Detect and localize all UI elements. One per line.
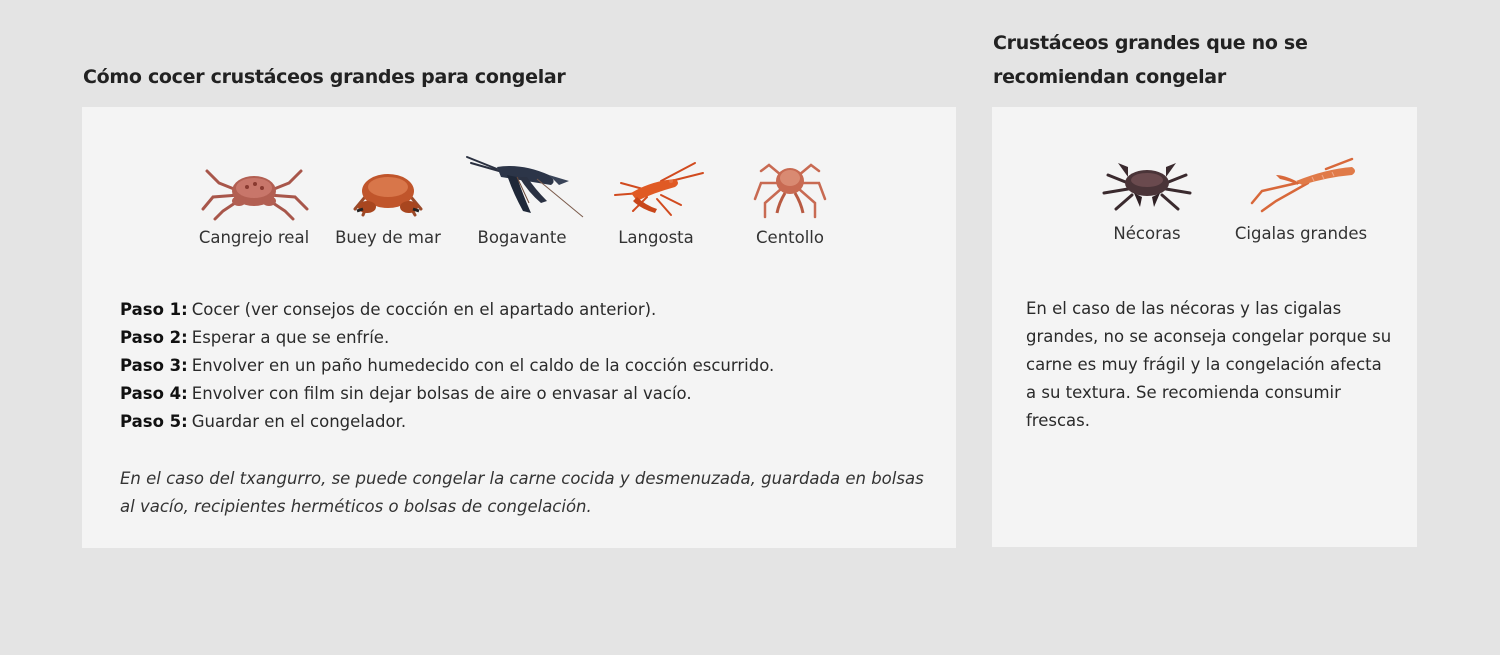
step-text: Esperar a que se enfríe.	[191, 328, 390, 347]
brown-crab-icon	[323, 153, 453, 223]
species-item-langosta	[587, 153, 725, 247]
txangurro-note: En el caso del txangurro, se puede congelar la carne cocida y desmenuzada, guardada en bolsas al vacío, recipientes herméticos o bolsas de congelación.	[120, 469, 924, 516]
species-item-necoras	[1070, 151, 1224, 243]
species-label: Langosta	[618, 228, 694, 247]
species-item-cigalas-grandes	[1224, 151, 1378, 243]
spider-crab-icon	[725, 153, 855, 223]
step-label: Paso 4:	[120, 384, 188, 403]
step-text: Cocer (ver consejos de cocción en el apartado anterior).	[191, 300, 657, 319]
species-row	[185, 153, 859, 247]
section-title-cook-freeze: Cómo cocer crustáceos grandes para congelar	[83, 66, 566, 88]
section-title-not-freeze: Crustáceos grandes que no se recomiendan congelar	[993, 32, 1308, 88]
lobster-icon	[457, 153, 587, 223]
cook-freeze-panel	[82, 107, 956, 548]
species-label: Cigalas grandes	[1234, 224, 1368, 243]
langoustine-icon	[1236, 151, 1366, 221]
step-text: Envolver con film sin dejar bolsas de aire o envasar al vacío.	[191, 384, 692, 403]
not-freeze-explanation: En el caso de las nécoras y las cigalas grandes, no se aconseja congelar porque su carne es muy frágil y la congelación afecta a su textura. Se recomienda consumir frescas.	[1026, 299, 1392, 430]
step-text: Guardar en el congelador.	[191, 412, 407, 431]
species-item-buey-de-mar	[319, 153, 457, 247]
step-4	[120, 380, 940, 408]
velvet-crab-icon	[1082, 151, 1212, 221]
step-label: Paso 3:	[120, 356, 188, 375]
species-label: Centollo	[756, 228, 824, 247]
steps-list	[120, 296, 940, 436]
step-label: Paso 2:	[120, 328, 188, 347]
not-freeze-panel	[992, 107, 1417, 547]
species-item-cangrejo-real	[185, 153, 323, 247]
step-2	[120, 324, 940, 352]
species-item-centollo	[721, 153, 859, 247]
step-3	[120, 352, 940, 380]
step-text: Envolver en un paño humedecido con el caldo de la cocción escurrido.	[191, 356, 775, 375]
step-label: Paso 5:	[120, 412, 188, 431]
step-1	[120, 296, 940, 324]
species-label: Bogavante	[477, 228, 567, 247]
species-label: Nécoras	[1113, 224, 1181, 243]
step-5	[120, 408, 940, 436]
step-label: Paso 1:	[120, 300, 188, 319]
king-crab-icon	[189, 153, 319, 223]
species-row	[1070, 151, 1378, 243]
spiny-lobster-icon	[591, 153, 721, 223]
species-label: Cangrejo real	[198, 228, 310, 247]
species-item-bogavante	[453, 153, 591, 247]
species-label: Buey de mar	[335, 228, 441, 247]
